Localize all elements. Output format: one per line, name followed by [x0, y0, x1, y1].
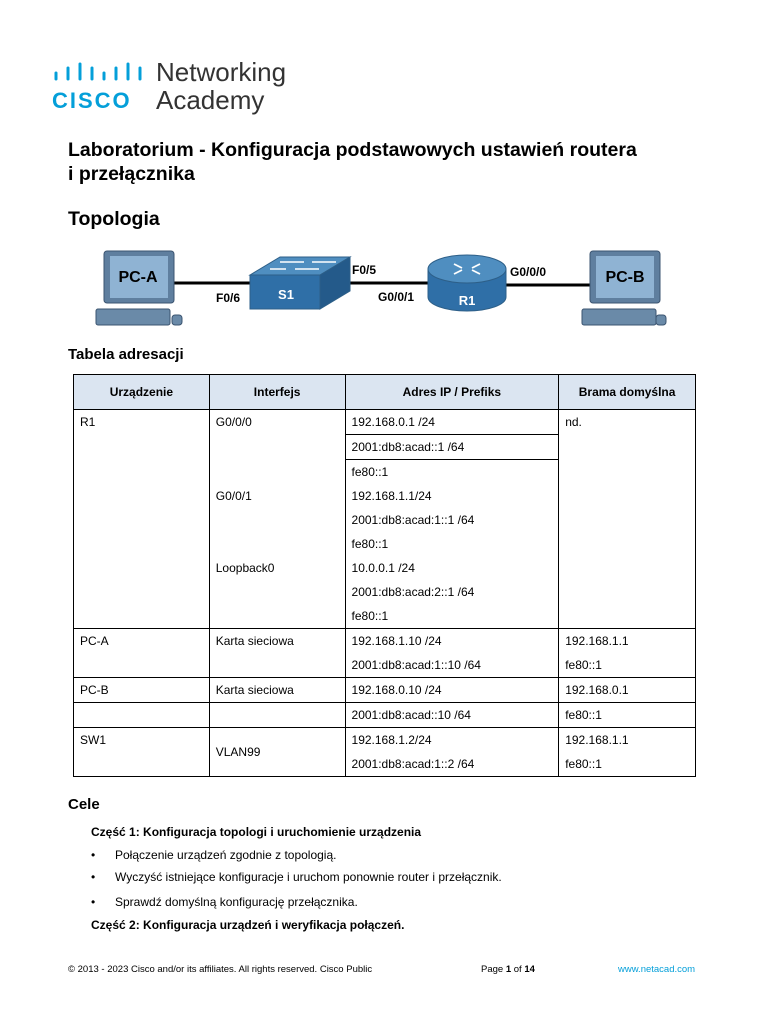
title-line-2: i przełącznika [68, 163, 195, 185]
cisco-logo [52, 58, 312, 118]
cell-device: SW1 [74, 728, 210, 753]
page-of: of [511, 964, 525, 975]
header-gateway: Brama domyślna [559, 375, 696, 410]
cell-device: R1 [74, 410, 210, 435]
table-row [74, 508, 696, 532]
pc-a-icon [96, 251, 182, 325]
cell-device [74, 484, 210, 508]
table-row [74, 678, 696, 703]
cell-ip: 2001:db8:acad::10 /64 [345, 703, 559, 728]
cell-ip: 192.168.1.10 /24 [345, 629, 559, 654]
goals-bullet: • Połączenie urządzeń zgodnie z topologią. [91, 848, 337, 862]
cell-interface: G0/0/0 [209, 410, 345, 435]
footer-url-link[interactable]: www.netacad.com [618, 964, 696, 975]
cell-ip: fe80::1 [345, 604, 559, 629]
cell-device: PC-A [74, 629, 210, 654]
cell-interface [209, 435, 345, 460]
footer-page-number [481, 964, 535, 975]
cell-ip: fe80::1 [345, 460, 559, 485]
table-row [74, 580, 696, 604]
logo-line-academy: Academy [156, 85, 265, 115]
cell-interface: VLAN99 [209, 728, 345, 777]
cell-interface: G0/0/1 [209, 484, 345, 508]
cell-gateway [559, 508, 696, 532]
cell-interface [209, 703, 345, 728]
cell-ip: 2001:db8:acad:1::1 /64 [345, 508, 559, 532]
logo-line-networking: Networking [156, 57, 287, 87]
title-line-1: Laboratorium - Konfiguracja podstawowych ustawień routera [68, 139, 637, 161]
cell-interface [209, 653, 345, 678]
cell-ip: 192.168.0.10 /24 [345, 678, 559, 703]
cell-interface [209, 604, 345, 629]
cell-ip: 10.0.0.1 /24 [345, 556, 559, 580]
table-row [74, 460, 696, 485]
cell-gateway: fe80::1 [559, 703, 696, 728]
cell-gateway: 192.168.0.1 [559, 678, 696, 703]
cisco-wordmark: CISCO [52, 88, 132, 113]
goals-bullet: • Wyczyść istniejące konfiguracje i uruchom ponownie router i przełącznik. [91, 870, 502, 884]
cell-ip: 192.168.1.2/24 [345, 728, 559, 753]
cell-interface [209, 580, 345, 604]
goals-part-1: Część 1: Konfiguracja topologi i uruchomienie urządzenia [91, 825, 422, 839]
port-f05-label: F0/5 [352, 263, 377, 277]
pc-b-icon [582, 251, 666, 325]
page-total: 14 [524, 964, 535, 975]
table-row [74, 435, 696, 460]
port-g001-label: G0/0/1 [378, 290, 415, 304]
table-row [74, 752, 696, 777]
cell-ip: 2001:db8:acad::1 /64 [345, 435, 559, 460]
page-prefix: Page [481, 964, 506, 975]
cell-device [74, 580, 210, 604]
table-row [74, 653, 696, 678]
table-row [74, 604, 696, 629]
cell-device [74, 435, 210, 460]
cell-gateway: fe80::1 [559, 752, 696, 777]
cell-gateway [559, 580, 696, 604]
cell-ip: fe80::1 [345, 532, 559, 556]
goals-heading: Cele [68, 796, 100, 813]
goals-part-2: Część 2: Konfiguracja urządzeń i weryfikacja połączeń. [91, 918, 405, 932]
table-row [74, 556, 696, 580]
footer-copyright: © 2013 - 2023 Cisco and/or its affiliates. All rights reserved. Cisco Public [68, 964, 373, 975]
goals-bullet-text: Sprawdź domyślną konfigurację przełącznika. [115, 895, 358, 909]
switch-s1-label: S1 [278, 287, 294, 302]
cell-device: PC-B [74, 678, 210, 703]
topology-diagram [90, 245, 690, 335]
cell-interface: Loopback0 [209, 556, 345, 580]
pc-a-label: PC-A [118, 269, 158, 286]
addressing-table-heading: Tabela adresacji [68, 346, 184, 363]
cell-ip: 192.168.0.1 /24 [345, 410, 559, 435]
cell-ip: 2001:db8:acad:1::10 /64 [345, 653, 559, 678]
cisco-bars-icon [52, 62, 148, 84]
table-row [74, 410, 696, 435]
port-g000-label: G0/0/0 [510, 265, 547, 279]
addressing-table [73, 374, 696, 777]
port-f06-label: F0/6 [216, 291, 241, 305]
cell-device [74, 508, 210, 532]
cell-gateway [559, 435, 696, 460]
cell-device [74, 532, 210, 556]
cell-interface: Karta sieciowa [209, 678, 345, 703]
cell-gateway: 192.168.1.1 [559, 728, 696, 753]
header-device: Urządzenie [74, 375, 210, 410]
cell-gateway: fe80::1 [559, 653, 696, 678]
cell-gateway: nd. [559, 410, 696, 435]
cell-interface [209, 532, 345, 556]
cell-device [74, 556, 210, 580]
cell-gateway [559, 460, 696, 485]
cell-ip: 2001:db8:acad:2::1 /64 [345, 580, 559, 604]
table-row [74, 484, 696, 508]
networking-academy-text [156, 58, 286, 114]
table-row [74, 728, 696, 753]
cell-ip: 2001:db8:acad:1::2 /64 [345, 752, 559, 777]
cell-device [74, 752, 210, 777]
cell-interface [209, 508, 345, 532]
header-interface: Interfejs [209, 375, 345, 410]
header-ip-prefix: Adres IP / Prefiks [345, 375, 559, 410]
cell-gateway [559, 532, 696, 556]
cell-device [74, 703, 210, 728]
goals-bullet: • Sprawdź domyślną konfigurację przełącznika. [91, 895, 358, 909]
topology-heading: Topologia [68, 208, 160, 230]
table-row [74, 703, 696, 728]
cell-device [74, 604, 210, 629]
pc-b-label: PC-B [605, 269, 645, 286]
cell-interface: Karta sieciowa [209, 629, 345, 654]
page-title [68, 138, 708, 186]
cell-gateway [559, 484, 696, 508]
table-header-row [74, 375, 696, 410]
cell-device [74, 460, 210, 485]
router-r1-label: R1 [458, 293, 476, 308]
goals-bullet-text: Połączenie urządzeń zgodnie z topologią. [115, 848, 337, 862]
cell-gateway [559, 604, 696, 629]
cell-interface [209, 460, 345, 485]
cell-gateway: 192.168.1.1 [559, 629, 696, 654]
cell-gateway [559, 556, 696, 580]
cell-device [74, 653, 210, 678]
page-num: 1 [505, 964, 512, 975]
table-row [74, 532, 696, 556]
switch-s1-icon [250, 257, 350, 309]
cell-ip: 192.168.1.1/24 [345, 484, 559, 508]
table-row [74, 629, 696, 654]
goals-bullet-text: Wyczyść istniejące konfiguracje i uruchom ponownie router i przełącznik. [115, 870, 502, 884]
